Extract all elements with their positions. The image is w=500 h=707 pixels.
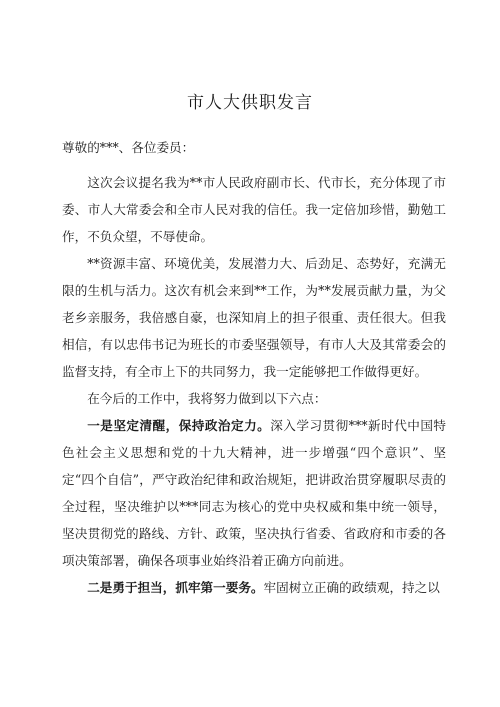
point-2 bbox=[62, 574, 446, 601]
document-title: 市人大供职发言 bbox=[187, 93, 313, 113]
paragraph-3: 在今后的工作中，我将努力做到以下六点： bbox=[87, 391, 327, 406]
paragraph-1: 这次会议提名我为**市人民政府副市长、代市长，充分体现了市委、市人大常委会和全市人民对我的信任。我一定倍加珍惜，勤勉工作，不负众望，不辱使命。 bbox=[62, 175, 446, 244]
point-1-lead: 一是坚定清醒，保持政治定力。 bbox=[87, 418, 271, 433]
paragraph-2: **资源丰富、环境优美，发展潜力大、后劲足、态势好，充满无限的生机与活力。这次有机会来到**工作，为**发展贡献力量，为父老乡亲服务，我倍感自豪，也深知肩上的担子很重、责任很大。但我相信，有以忠伟书记为班长的市委坚强领导，有市人大及其常委会的监督支持，有全市上下的共同努力，我一定能够把工作做得更好。 bbox=[62, 256, 446, 379]
document-body bbox=[62, 134, 446, 601]
point-2-lead: 二是勇于担当，抓牢第一要务。 bbox=[87, 580, 264, 595]
salutation: 尊敬的***、各位委员： bbox=[62, 140, 195, 155]
point-1-text: 深入学习贯彻***新时代中国特色社会主义思想和党的十九大精神，进一步增强“四个意识”、坚定“四个自信”，严守政治纪律和政治规矩，把讲政治贯穿履职尽责的全过程，坚决维护以***同志为核心的党中央权威和集中统一领导，坚决贯彻党的路线、方针、政策，坚决执行省委、省政府和市委的各项决策部署，确保各项事业始终沿着正确方向前进。 bbox=[62, 418, 447, 568]
point-1 bbox=[62, 412, 446, 574]
point-2-text: 牢固树立正确的政绩观，持之以 bbox=[263, 580, 440, 595]
